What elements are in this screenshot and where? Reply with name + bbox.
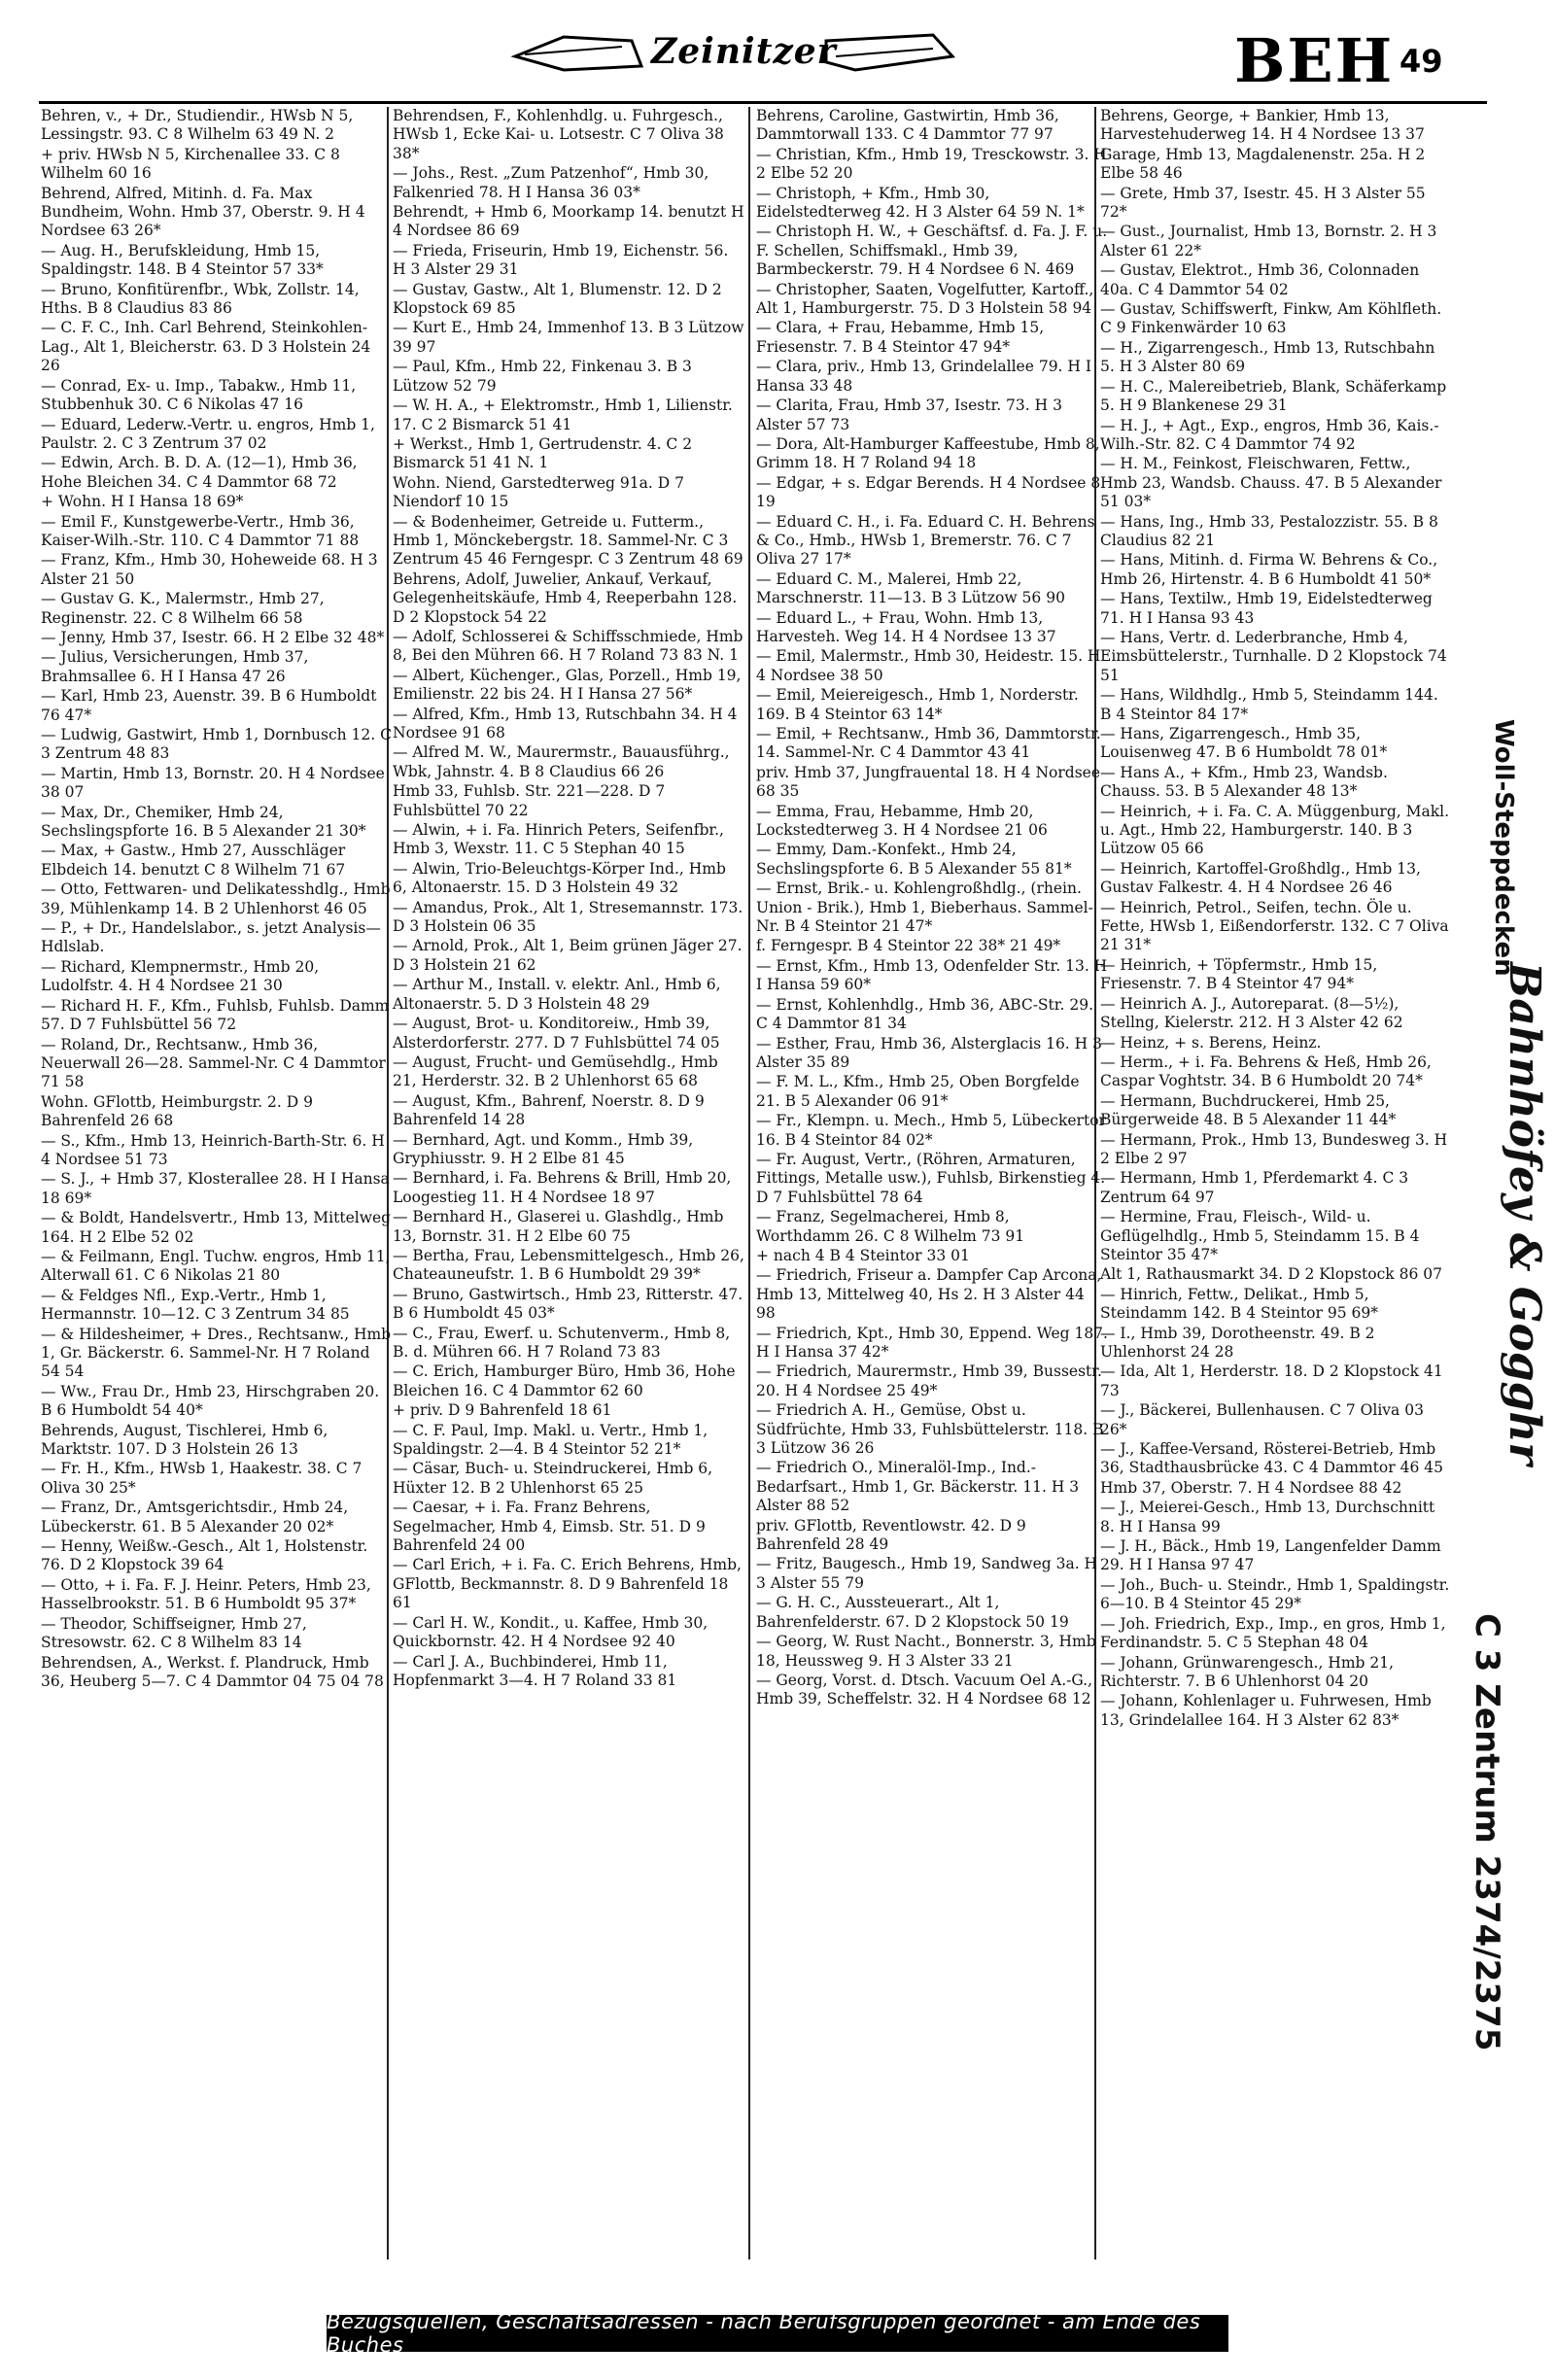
listing-column-3 xyxy=(756,107,1108,1710)
directory-entry: — Gustav, Elektrot., Hmb 36, Colonnaden 40a. C 4 Dammtor 54 02 xyxy=(1100,261,1420,298)
directory-entry: — Carl J. A., Buchbinderei, Hmb 11, Hopfenmarkt 3—4. H 7 Roland 33 81 xyxy=(393,1652,677,1689)
directory-entry: — J., Meierei-Gesch., Hmb 13, Durchschnitt 8. H I Hansa 99 xyxy=(1100,1499,1435,1535)
directory-entry: priv. GFlottb, Reventlowstr. 42. D 9 Bahrenfeld 28 49 xyxy=(756,1516,1026,1554)
side-ad-company: Bahnhöfey & Gogghr xyxy=(1500,962,1549,1466)
directory-entry: — Amandus, Prok., Alt 1, Stresemannstr. 173. D 3 Holstein 06 35 xyxy=(393,898,743,936)
directory-entry: — H., Zigarrengesch., Hmb 13, Rutschbahn 5. H 3 Alster 80 69 xyxy=(1100,338,1435,376)
directory-entry: Wohn. GFlottb, Heimburgstr. 2. D 9 Bahrenfeld 26 68 xyxy=(41,1092,313,1130)
logo-text: Zeinitzer xyxy=(651,31,837,72)
directory-entry: — Friedrich A. H., Gemüse, Obst u. Südfrüchte, Hmb 33, Fuhlsbüttelerstr. 118. B 3 Lützow 36 26 xyxy=(756,1401,1104,1458)
directory-entry: — J., Bäckerei, Bullenhausen. C 7 Oliva 03 26* xyxy=(1100,1401,1424,1438)
directory-entry: — Emil F., Kunstgewerbe-Vertr., Hmb 36, Kaiser-Wilh.-Str. 110. C 4 Dammtor 71 88 xyxy=(41,512,360,549)
directory-entry: — Bernhard H., Glaserei u. Glashdlg., Hmb 13, Bornstr. 31. H 2 Elbe 60 75 xyxy=(393,1208,724,1245)
directory-entry: — Eduard C. H., i. Fa. Eduard C. H. Behrens & Co., Hmb., HWsb 1, Bremerstr. 76. C 7 Oliva 27 17* xyxy=(756,512,1095,569)
directory-entry: — Bernhard, i. Fa. Behrens & Brill, Hmb 20, Loogestieg 11. H 4 Nordsee 18 97 xyxy=(393,1169,732,1206)
directory-entry: — Aug. H., Berufskleidung, Hmb 15, Spaldingstr. 148. B 4 Steintor 57 33* xyxy=(41,241,324,279)
directory-entry: — Arthur M., Install. v. elektr. Anl., Hmb 6, Altonaerstr. 5. D 3 Holstein 48 29 xyxy=(393,976,721,1013)
directory-entry: — Emil, Malermstr., Hmb 30, Heidestr. 15. H 4 Nordsee 38 50 xyxy=(756,647,1101,684)
directory-entry: — Carl H. W., Kondit., u. Kaffee, Hmb 30, Quickbornstr. 42. H 4 Nordsee 92 40 xyxy=(393,1613,708,1651)
directory-entry: Alt 1, Rathausmarkt 34. D 2 Klopstock 86 07 xyxy=(1100,1265,1442,1284)
directory-entry: — Hans, Textilw., Hmb 19, Eidelstedterweg 71. H I Hansa 93 43 xyxy=(1100,590,1433,627)
directory-entry: — Arnold, Prok., Alt 1, Beim grünen Jäger 27. D 3 Holstein 21 62 xyxy=(393,937,743,974)
directory-entry: Behrens, Caroline, Gastwirtin, Hmb 36, Dammtorwall 133. C 4 Dammtor 77 97 xyxy=(756,107,1059,144)
directory-entry: — Hans, Vertr. d. Lederbranche, Hmb 4, Eimsbüttelerstr., Turnhalle. D 2 Klopstock 74 51 xyxy=(1100,628,1447,684)
directory-entry: — Georg, W. Rust Nacht., Bonnerstr. 3, Hmb 18, Heussweg 9. H 3 Alster 33 21 xyxy=(756,1633,1096,1670)
directory-entry: — Clarita, Frau, Hmb 37, Isestr. 73. H 3 Alster 57 73 xyxy=(756,397,1062,433)
directory-entry: — Bruno, Konfitürenfbr., Wbk, Zollstr. 14, Hths. B 8 Claudius 83 86 xyxy=(41,280,360,318)
directory-entry: — Alwin, + i. Fa. Hinrich Peters, Seifenfbr., Hmb 3, Wexstr. 11. C 5 Stephan 40 15 xyxy=(393,821,724,858)
directory-entry: — Hinrich, Fettw., Delikat., Hmb 5, Steindamm 142. B 4 Steintor 95 69* xyxy=(1100,1285,1378,1323)
directory-entry: Behrend, Alfred, Mitinh. d. Fa. Max Bundheim, Wohn. Hmb 37, Oberstr. 9. H 4 Nordsee 63 26* xyxy=(41,184,365,240)
directory-entry: Garage, Hmb 13, Magdalenenstr. 25a. H 2 Elbe 58 46 xyxy=(1100,145,1426,183)
directory-entry: — Ernst, Kfm., Hmb 13, Odenfelder Str. 13. H I Hansa 59 60* xyxy=(756,956,1108,994)
directory-entry: — Carl Erich, + i. Fa. C. Erich Behrens, Hmb, GFlottb, Beckmannstr. 8. D 9 Bahrenfeld 18 61 xyxy=(393,1556,742,1612)
directory-entry: + Werkst., Hmb 1, Gertrudenstr. 4. C 2 Bismarck 51 41 N. 1 xyxy=(393,434,693,472)
directory-entry: — Friedrich, Friseur a. Dampfer Cap Arcona, Hmb 13, Mittelweg 40, Hs 2. H 3 Alster 44 98 xyxy=(756,1266,1102,1323)
directory-entry: — Hans, Zigarrengesch., Hmb 35, Louisenweg 47. B 6 Humboldt 78 01* xyxy=(1100,725,1388,762)
directory-entry: — Bertha, Frau, Lebensmittelgesch., Hmb 26, Chateauneufstr. 1. B 6 Humboldt 29 39* xyxy=(393,1246,744,1284)
directory-entry: — Georg, Vorst. d. Dtsch. Vacuum Oel A.-G., Hmb 39, Scheffelstr. 32. H 4 Nordsee 68 12 xyxy=(756,1671,1093,1708)
directory-entry: — Heinrich, Petrol., Seifen, techn. Öle u. Fette, HWsb 1, Eißendorferstr. 132. C 7 Oliva 21 31* xyxy=(1100,898,1449,954)
directory-entry: — Johann, Grünwarengesch., Hmb 21, Richterstr. 7. B 6 Uhlenhorst 04 20 xyxy=(1100,1653,1395,1690)
directory-entry: — Ludwig, Gastwirt, Hmb 1, Dornbusch 12. C 3 Zentrum 48 83 xyxy=(41,726,392,763)
directory-entry: — Emmy, Dam.-Konfekt., Hmb 24, Sechslingspforte 6. B 5 Alexander 55 81* xyxy=(756,841,1072,878)
directory-entry: f. Ferngespr. B 4 Steintor 22 38* 21 49* xyxy=(756,937,1061,955)
directory-entry: priv. Hmb 37, Jungfrauental 18. H 4 Nordsee 68 35 xyxy=(756,763,1101,801)
directory-entry: Hmb 33, Fuhlsb. Str. 221—228. D 7 Fuhlsbüttel 70 22 xyxy=(393,782,666,819)
page-header xyxy=(0,0,1555,97)
directory-entry: — Johs., Rest. „Zum Patzenhof“, Hmb 30, Falkenried 78. H I Hansa 36 03* xyxy=(393,164,709,201)
directory-entry: — Hans, Ing., Hmb 33, Pestalozzistr. 55. B 8 Claudius 82 21 xyxy=(1100,512,1438,549)
directory-entry: — Otto, Fettwaren- und Delikatesshdlg., Hmb 39, Mühlenkamp 14. B 2 Uhlenhorst 46 05 xyxy=(41,880,391,917)
side-ad-product: Woll-Steppdecken xyxy=(1489,719,1518,977)
directory-entry: — Caesar, + i. Fa. Franz Behrens, Segelmacher, Hmb 4, Eimsb. Str. 51. D 9 Bahrenfeld 24 00 xyxy=(393,1499,706,1555)
directory-entry: — P., + Dr., Handelslabor., s. jetzt Analysis—Hdlslab. xyxy=(41,919,381,956)
directory-entry: — Friedrich, Maurermstr., Hmb 39, Bussestr. 20. H 4 Nordsee 25 49* xyxy=(756,1362,1102,1399)
directory-entry: — & Boldt, Handelsvertr., Hmb 13, Mittelweg 164. H 2 Elbe 52 02 xyxy=(41,1209,392,1246)
directory-entry: — & Bodenheimer, Getreide u. Futterm., Hmb 1, Mönckebergstr. 18. Sammel-Nr. C 3 Zentrum 45 46 Ferngespr. C 3 Zentrum 48 69 xyxy=(393,512,743,569)
directory-entry: — Max, Dr., Chemiker, Hmb 24, Sechslingspforte 16. B 5 Alexander 21 30* xyxy=(41,803,366,841)
directory-entry: — Heinrich A. J., Autoreparat. (8—5½), Stellng, Kielerstr. 212. H 3 Alster 42 62 xyxy=(1100,994,1403,1032)
directory-entry: — C. F. Paul, Imp. Makl. u. Vertr., Hmb 1, Spaldingstr. 2—4. B 4 Steintor 52 21* xyxy=(393,1421,708,1459)
directory-entry: — Theodor, Schiffseigner, Hmb 27, Stresowstr. 62. C 8 Wilhelm 83 14 xyxy=(41,1614,307,1652)
listing-column-4 xyxy=(1100,107,1452,1731)
column-divider xyxy=(748,107,750,2259)
directory-entry: — Henny, Weißw.-Gesch., Alt 1, Holstenstr. 76. D 2 Klopstock 39 64 xyxy=(41,1537,368,1574)
directory-entry: — Hermann, Buchdruckerei, Hmb 25, Bürgerweide 48. B 5 Alexander 11 44* xyxy=(1100,1091,1397,1129)
directory-entry: — Christoph H. W., + Geschäftsf. d. Fa. J. F. u. F. Schellen, Schiffsmakl., Hmb 39, Barmbeckerstr. 79. H 4 Nordsee 6 N. 469 xyxy=(756,223,1108,279)
directory-entry: — & Feldges Nfl., Exp.-Vertr., Hmb 1, Hermannstr. 10—12. C 3 Zentrum 34 85 xyxy=(41,1286,350,1324)
directory-entry: — Emil, Meiereigesch., Hmb 1, Norderstr. 169. B 4 Steintor 63 14* xyxy=(756,686,1079,723)
directory-entry: Wohn. Niend, Garstedterweg 91a. D 7 Niendorf 10 15 xyxy=(393,473,684,511)
directory-entry: — Julius, Versicherungen, Hmb 37, Brahmsallee 6. H I Hansa 47 26 xyxy=(41,648,309,685)
directory-entry: — Hermann, Prok., Hmb 13, Bundesweg 3. H 2 Elbe 2 97 xyxy=(1100,1130,1448,1167)
footer-banner: Bezugsquellen, Geschäftsadressen - nach Berufsgruppen geordnet - am Ende des Buches xyxy=(327,2315,1228,2352)
directory-entry: — Hans, Mitinh. d. Firma W. Behrens & Co., Hmb 26, Hirtenstr. 4. B 6 Humboldt 41 50* xyxy=(1100,551,1438,588)
directory-entry: — S. J., + Hmb 37, Klosterallee 28. H I Hansa 18 69* xyxy=(41,1170,390,1207)
directory-entry: — Alfred M. W., Maurermstr., Bauausführg., Wbk, Jahnstr. 4. B 8 Claudius 66 26 xyxy=(393,743,730,780)
directory-entry: Behrens, Adolf, Juwelier, Ankauf, Verkauf, Gelegenheitskäufe, Hmb 4, Reeperbahn 128. D 2 Klopstock 54 22 xyxy=(393,569,738,626)
directory-entry: — Alfred, Kfm., Hmb 13, Rutschbahn 34. H 4 Nordsee 91 68 xyxy=(393,705,738,742)
directory-entry: Behrendsen, A., Werkst. f. Plandruck, Hmb 36, Heuberg 5—7. C 4 Dammtor 04 75 04 78 xyxy=(41,1653,384,1690)
directory-entry: — Cäsar, Buch- u. Steindruckerei, Hmb 6, Hüxter 12. B 2 Uhlenhorst 65 25 xyxy=(393,1460,713,1497)
directory-entry: — Eduard, Lederw.-Vertr. u. engros, Hmb 1, Paulstr. 2. C 3 Zentrum 37 02 xyxy=(41,415,375,452)
directory-entry: — Herm., + i. Fa. Behrens & Heß, Hmb 26, Caspar Voghtstr. 34. B 6 Humboldt 20 74* xyxy=(1100,1052,1432,1090)
directory-entry: — Emil, + Rechtsanw., Hmb 36, Dammtorstr. 14. Sammel-Nr. C 4 Dammtor 43 41 xyxy=(756,725,1101,762)
directory-entry: — Adolf, Schlosserei & Schiffsschmiede, Hmb 8, Bei den Mühren 66. H 7 Roland 73 83 N. 1 xyxy=(393,627,743,665)
directory-entry: — Heinrich, + i. Fa. C. A. Müggenburg, Makl. u. Agt., Hmb 22, Hamburgerstr. 140. B 3 Lützow 05 66 xyxy=(1100,802,1450,858)
directory-entry: + priv. HWsb N 5, Kirchenallee 33. C 8 Wilhelm 60 16 xyxy=(41,145,340,183)
directory-entry: — Ernst, Brik.- u. Kohlengroßhdlg., (rhein. Union - Brik.), Hmb 1, Bieberhaus. Sammel-Nr. B 4 Steintor 21 47* xyxy=(756,880,1093,936)
directory-entry: — Dora, Alt-Hamburger Kaffeestube, Hmb 8, Grimm 18. H 7 Roland 94 18 xyxy=(756,434,1100,472)
directory-entry: — Martin, Hmb 13, Bornstr. 20. H 4 Nordsee 38 07 xyxy=(41,764,385,802)
directory-entry: — Fr. H., Kfm., HWsb 1, Haakestr. 38. C 7 Oliva 30 25* xyxy=(41,1460,363,1497)
directory-entry: — Friedrich O., Mineralöl-Imp., Ind.-Bedarfsart., Hmb 1, Gr. Bäckerstr. 11. H 3 Alster 88 52 xyxy=(756,1459,1080,1515)
directory-entry: Behren, v., + Dr., Studiendir., HWsb N 5, Lessingstr. 93. C 8 Wilhelm 63 49 N. 2 xyxy=(41,107,354,144)
directory-entry: — Max, + Gastw., Hmb 27, Ausschläger Elbdeich 14. benutzt C 8 Wilhelm 71 67 xyxy=(41,842,346,879)
directory-entry: — Hans, Wildhdlg., Hmb 5, Steindamm 144. B 4 Steintor 84 17* xyxy=(1100,686,1438,723)
directory-entry: — August, Frucht- und Gemüsehdlg., Hmb 21, Herderstr. 32. B 2 Uhlenhorst 65 68 xyxy=(393,1052,718,1090)
directory-entry: — Bernhard, Agt. und Komm., Hmb 39, Gryphiusstr. 9. H 2 Elbe 81 45 xyxy=(393,1130,694,1167)
directory-entry: — Hans A., + Kfm., Hmb 23, Wandsb. Chauss. 53. B 5 Alexander 48 13* xyxy=(1100,763,1388,801)
directory-entry: — J. H., Bäck., Hmb 19, Langenfelder Damm 29. H I Hansa 97 47 xyxy=(1100,1537,1441,1574)
directory-entry: — Franz, Dr., Amtsgerichtsdir., Hmb 24, Lübeckerstr. 61. B 5 Alexander 20 02* xyxy=(41,1499,349,1535)
directory-entry: — Christoph, + Kfm., Hmb 30, Eidelstedterweg 42. H 3 Alster 64 59 N. 1* xyxy=(756,184,1085,222)
header-rule xyxy=(39,101,1487,104)
directory-entry: — C. F. C., Inh. Carl Behrend, Steinkohlen-Lag., Alt 1, Bleicherstr. 63. D 3 Holstein 24 26 xyxy=(41,319,371,375)
directory-entry: — Hermine, Frau, Fleisch-, Wild- u. Geflügelhdlg., Hmb 5, Steindamm 15. B 4 Steintor 35 47* xyxy=(1100,1208,1420,1263)
page-number: 49 xyxy=(1400,43,1443,80)
directory-entry: — Emma, Frau, Hebamme, Hmb 20, Lockstedterweg 3. H 4 Nordsee 21 06 xyxy=(756,802,1048,840)
side-advertisement xyxy=(1458,719,1551,2128)
directory-entry: — Heinrich, + Töpfermstr., Hmb 15, Friesenstr. 7. B 4 Steintor 47 94* xyxy=(1100,955,1378,993)
directory-entry: — Friedrich, Kpt., Hmb 30, Eppend. Weg 187. H I Hansa 37 42* xyxy=(756,1324,1108,1361)
directory-entry: + nach 4 B 4 Steintor 33 01 xyxy=(756,1246,970,1264)
directory-entry: — Otto, + i. Fa. F. J. Heinr. Peters, Hmb 23, Hasselbrookstr. 51. B 6 Humboldt 95 37* xyxy=(41,1575,371,1613)
directory-entry: + Wohn. H I Hansa 18 69* xyxy=(41,493,244,511)
directory-entry: — Clara, priv., Hmb 13, Grindelallee 79. H I Hansa 33 48 xyxy=(756,358,1091,395)
directory-entry: — Karl, Hmb 23, Auenstr. 39. B 6 Humboldt 76 47* xyxy=(41,687,377,724)
directory-entry: — Ernst, Kohlenhdlg., Hmb 36, ABC-Str. 29. C 4 Dammtor 81 34 xyxy=(756,995,1093,1033)
directory-entry: — Esther, Frau, Hmb 36, Alsterglacis 16. H 3 Alster 35 89 xyxy=(756,1034,1102,1071)
directory-entry: — Edgar, + s. Edgar Berends. H 4 Nordsee 8 19 xyxy=(756,473,1101,511)
directory-entry: — W. H. A., + Elektromstr., Hmb 1, Lilienstr. 17. C 2 Bismarck 51 41 xyxy=(393,397,733,433)
directory-entry: — & Hildesheimer, + Dres., Rechtsanw., Hmb 1, Gr. Bäckerstr. 6. Sammel-Nr. H 7 Roland 54 54 xyxy=(41,1325,392,1381)
directory-entry: — August, Brot- u. Konditoreiw., Hmb 39, Alsterdorferstr. 277. D 7 Fuhlsbüttel 74 05 xyxy=(393,1015,720,1052)
directory-entry: — Eduard L., + Frau, Wohn. Hmb 13, Harvesteh. Weg 14. H 4 Nordsee 13 37 xyxy=(756,608,1056,645)
side-ad-phone: C 3 Zentrum 2374/2375 xyxy=(1468,1613,1506,2052)
directory-entry: — Clara, + Frau, Hebamme, Hmb 15, Friesenstr. 7. B 4 Steintor 47 94* xyxy=(756,319,1045,356)
listing-column-2 xyxy=(393,107,744,1691)
directory-entry: — I., Hmb 39, Dorotheenstr. 49. B 2 Uhlenhorst 24 28 xyxy=(1100,1324,1375,1361)
directory-entry: — Ida, Alt 1, Herderstr. 18. D 2 Klopstock 41 73 xyxy=(1100,1362,1443,1399)
directory-entry: Hmb 37, Oberstr. 7. H 4 Nordsee 88 42 xyxy=(1100,1478,1402,1497)
directory-entry: — Alwin, Trio-Beleuchtgs-Körper Ind., Hmb 6, Altonaerstr. 15. D 3 Holstein 49 32 xyxy=(393,859,726,897)
directory-entry: — G. H. C., Aussteuerart., Alt 1, Bahrenfelderstr. 67. D 2 Klopstock 50 19 xyxy=(756,1594,1069,1631)
directory-entry: — Johann, Kohlenlager u. Fuhrwesen, Hmb 13, Grindelallee 164. H 3 Alster 62 83* xyxy=(1100,1692,1432,1729)
directory-entry: — Eduard C. M., Malerei, Hmb 22, Marschnerstr. 11—13. B 3 Lützow 56 90 xyxy=(756,569,1065,607)
directory-entry: — August, Kfm., Bahrenf, Noerstr. 8. D 9 Bahrenfeld 14 28 xyxy=(393,1091,705,1129)
directory-entry: — Ww., Frau Dr., Hmb 23, Hirschgraben 20. B 6 Humboldt 54 40* xyxy=(41,1382,380,1420)
directory-entry: — Fr., Klempn. u. Mech., Hmb 5, Lübeckertor 16. B 4 Steintor 84 02* xyxy=(756,1112,1106,1149)
directory-entry: — Christopher, Saaten, Vogelfutter, Kartoff., Alt 1, Hamburgerstr. 75. D 3 Holstein 58 94 xyxy=(756,280,1094,318)
directory-entry: — F. M. L., Kfm., Hmb 25, Oben Borgfelde 21. B 5 Alexander 06 91* xyxy=(756,1073,1080,1110)
directory-entry: — Franz, Kfm., Hmb 30, Hoheweide 68. H 3 Alster 21 50 xyxy=(41,551,378,588)
directory-entry: Behrendt, + Hmb 6, Moorkamp 14. benutzt H 4 Nordsee 86 69 xyxy=(393,203,744,240)
directory-entry: Behrens, George, + Bankier, Hmb 13, Harvestehuderweg 14. H 4 Nordsee 13 37 xyxy=(1100,107,1425,144)
directory-entry: — Kurt E., Hmb 24, Immenhof 13. B 3 Lützow 39 97 xyxy=(393,319,744,356)
directory-entry: — C., Frau, Ewerf. u. Schutenverm., Hmb 8, B. d. Mühren 66. H 7 Roland 73 83 xyxy=(393,1324,731,1361)
directory-entry: — Grete, Hmb 37, Isestr. 45. H 3 Alster 55 72* xyxy=(1100,184,1426,222)
directory-entry: — Albert, Küchenger., Glas, Porzell., Hmb 19, Emilienstr. 22 bis 24. H I Hansa 27 56* xyxy=(393,666,742,704)
directory-entry: — Roland, Dr., Rechtsanw., Hmb 36, Neuerwall 26—28. Sammel-Nr. C 4 Dammtor 71 58 xyxy=(41,1035,386,1091)
directory-entry: — Gustav, Schiffswerft, Finkw, Am Köhlfleth. C 9 Finkenwärder 10 63 xyxy=(1100,300,1442,337)
directory-entry: — Jenny, Hmb 37, Isestr. 66. H 2 Elbe 32 48* xyxy=(41,628,385,646)
directory-entry: — S., Kfm., Hmb 13, Heinrich-Barth-Str. 6. H 4 Nordsee 51 73 xyxy=(41,1131,385,1168)
directory-entry: — & Feilmann, Engl. Tuchw. engros, Hmb 11, Alterwall 61. C 6 Nikolas 21 80 xyxy=(41,1247,391,1285)
directory-entry: — Hermann, Hmb 1, Pferdemarkt 4. C 3 Zentrum 64 97 xyxy=(1100,1169,1409,1206)
directory-entry: — C. Erich, Hamburger Büro, Hmb 36, Hohe Bleichen 16. C 4 Dammtor 62 60 xyxy=(393,1362,736,1399)
directory-entry: — Gust., Journalist, Hmb 13, Bornstr. 2. H 3 Alster 61 22* xyxy=(1100,223,1437,259)
directory-entry: — Frieda, Friseurin, Hmb 19, Eichenstr. 56. H 3 Alster 29 31 xyxy=(393,241,729,279)
alphabetical-range: BEH xyxy=(1234,25,1395,96)
directory-entry: — J., Kaffee-Versand, Rösterei-Betrieb, Hmb 36, Stadthausbrücke 43. C 4 Dammtor 46 45 xyxy=(1100,1440,1443,1477)
advertiser-logo xyxy=(505,27,962,78)
directory-entry: — Edwin, Arch. B. D. A. (12—1), Hmb 36, Hohe Bleichen 34. C 4 Dammtor 68 72 xyxy=(41,454,358,491)
directory-entry: — Franz, Segelmacherei, Hmb 8, Worthdamm 26. C 8 Wilhelm 73 91 xyxy=(756,1208,1025,1245)
directory-entry: — Fritz, Baugesch., Hmb 19, Sandweg 3a. H 3 Alster 55 79 xyxy=(756,1555,1098,1592)
listing-column-1 xyxy=(41,107,393,1692)
directory-entry: — Richard H. F., Kfm., Fuhlsb, Fuhlsb. Damm 57. D 7 Fuhlsbüttel 56 72 xyxy=(41,996,390,1034)
directory-entry: — Gustav, Gastw., Alt 1, Blumenstr. 12. D 2 Klopstock 69 85 xyxy=(393,280,722,318)
directory-entry: — Conrad, Ex- u. Imp., Tabakw., Hmb 11, Stubbenhuk 30. C 6 Nikolas 47 16 xyxy=(41,376,357,414)
directory-entry: — Paul, Kfm., Hmb 22, Finkenau 3. B 3 Lützow 52 79 xyxy=(393,358,692,395)
directory-entry: — Joh., Buch- u. Steindr., Hmb 1, Spaldingstr. 6—10. B 4 Steintor 45 29* xyxy=(1100,1575,1450,1613)
directory-entry: — Fr. August, Vertr., (Röhren, Armaturen, Fittings, Metalle usw.), Fuhlsb, Birkenstieg 4. D 7 Fuhlsbüttel 78 64 xyxy=(756,1150,1106,1206)
directory-entry: — Bruno, Gastwirtsch., Hmb 23, Ritterstr. 47. B 6 Humboldt 45 03* xyxy=(393,1285,743,1323)
directory-entry: — Gustav G. K., Malermstr., Hmb 27, Reginenstr. 22. C 8 Wilhelm 66 58 xyxy=(41,590,325,627)
directory-entry: — Heinz, + s. Berens, Heinz. xyxy=(1100,1033,1322,1052)
directory-entry: — Joh. Friedrich, Exp., Imp., en gros, Hmb 1, Ferdinandstr. 5. C 5 Stephan 48 04 xyxy=(1100,1614,1446,1652)
directory-entry: — Christian, Kfm., Hmb 19, Tresckowstr. 3. H 2 Elbe 52 20 xyxy=(756,145,1107,183)
directory-entry: + priv. D 9 Bahrenfeld 18 61 xyxy=(393,1401,612,1420)
directory-entry: — Heinrich, Kartoffel-Großhdlg., Hmb 13, Gustav Falkestr. 4. H 4 Nordsee 26 46 xyxy=(1100,859,1421,897)
directory-entry: — H. J., + Agt., Exp., engros, Hmb 36, Kais.-Wilh.-Str. 82. C 4 Dammtor 74 92 xyxy=(1100,416,1439,453)
directory-entry: — H. C., Malereibetrieb, Blank, Schäferkamp 5. H 9 Blankenese 29 31 xyxy=(1100,377,1447,415)
directory-entry: — H. M., Feinkost, Fleischwaren, Fettw., Hmb 23, Wandsb. Chauss. 47. B 5 Alexander 51 03* xyxy=(1100,455,1442,511)
directory-entry: Behrendsen, F., Kohlenhdlg. u. Fuhrgesch., HWsb 1, Ecke Kai- u. Lotsestr. C 7 Oliva 38 38* xyxy=(393,107,724,162)
directory-entry: — Richard, Klempnermstr., Hmb 20, Ludolfstr. 4. H 4 Nordsee 21 30 xyxy=(41,957,320,995)
directory-entry: Behrends, August, Tischlerei, Hmb 6, Marktstr. 107. D 3 Holstein 26 13 xyxy=(41,1421,328,1459)
